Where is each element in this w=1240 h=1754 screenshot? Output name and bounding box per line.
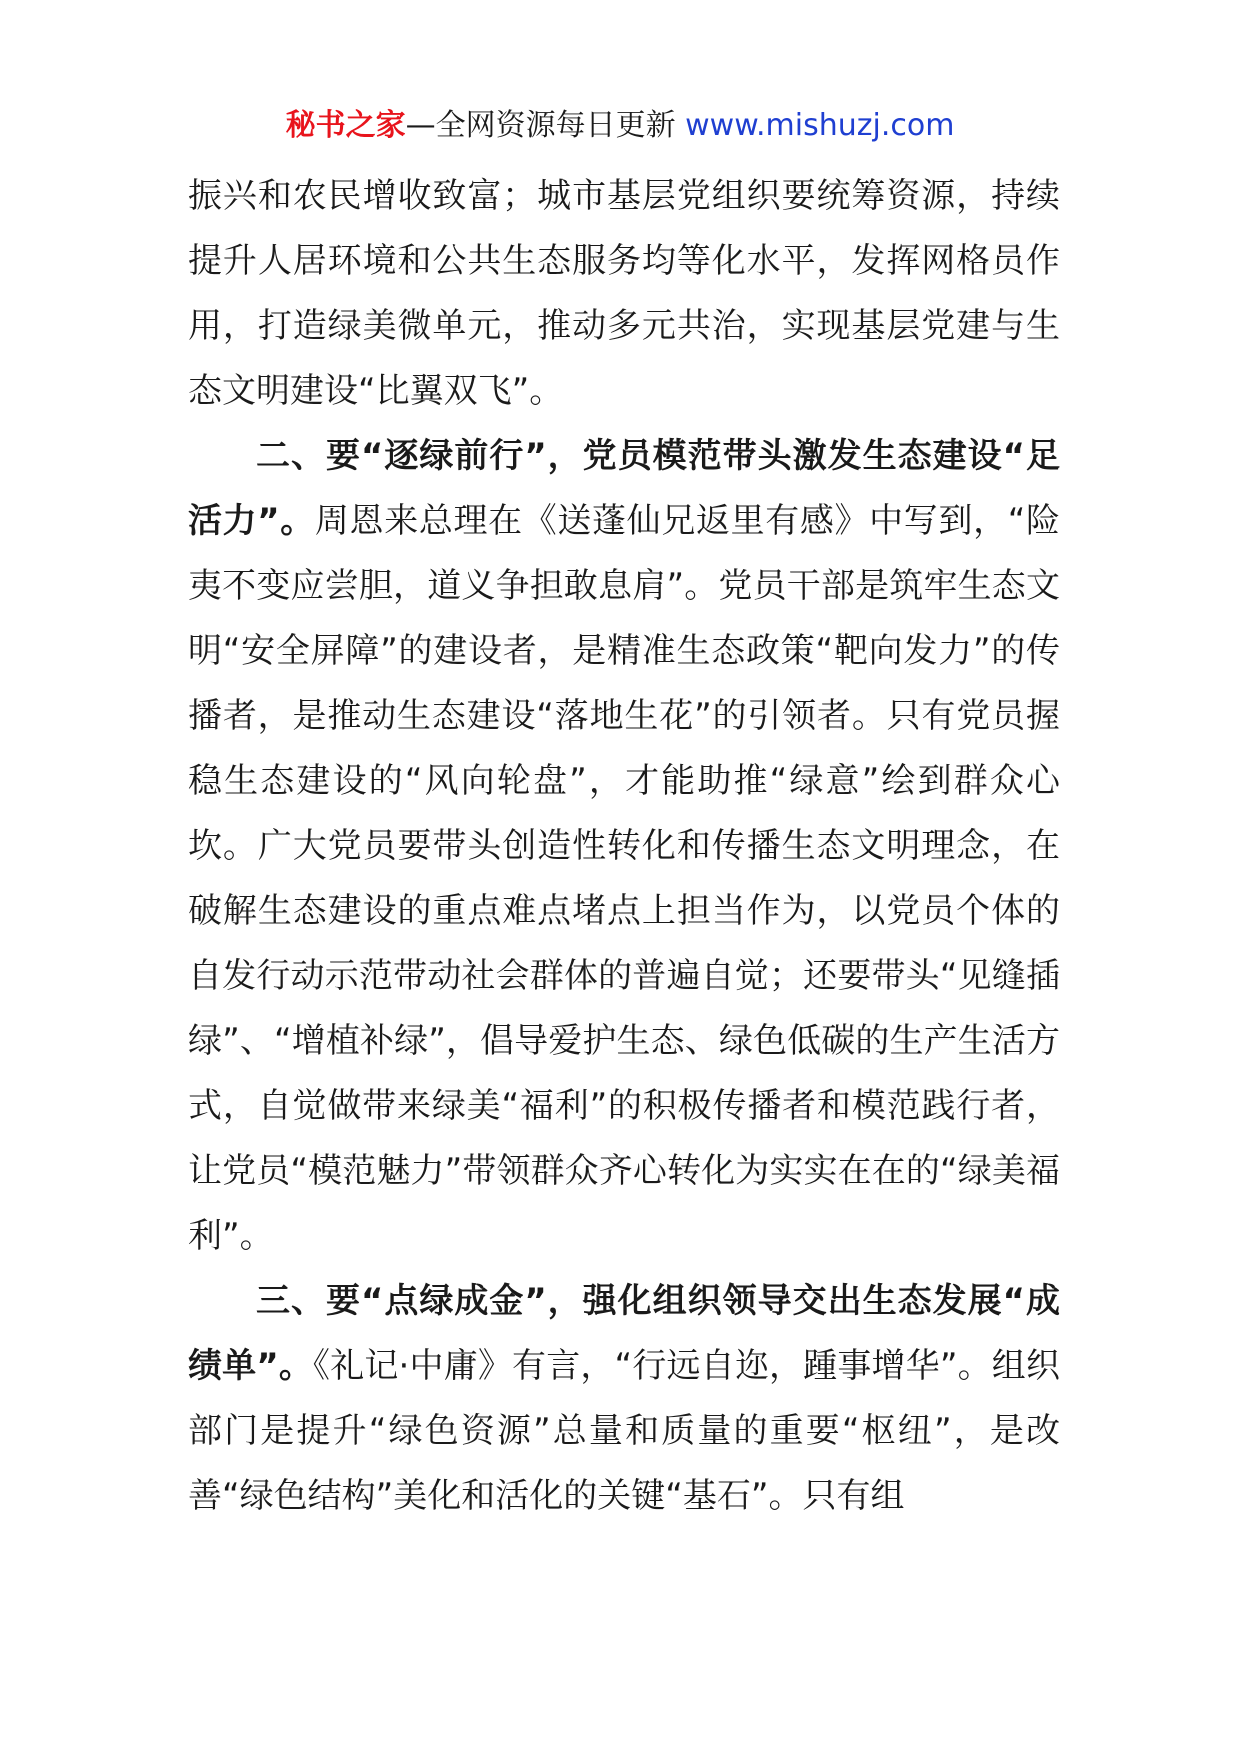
section-three-paragraph <box>188 1269 1060 1529</box>
site-brand: 秘书之家 <box>285 108 406 143</box>
paragraph-text: 振兴和农民增收致富；城市基层党组织要统筹资源，持续提升人居环境和公共生态服务均等化水平，发挥网格员作用，打造绿美微单元，推动多元共治，实现基层党建与生态文明建设“比翼双飞”。 <box>188 176 1060 411</box>
paragraph-continuation <box>188 164 1060 424</box>
section-two-heading: 二、要“逐绿前行”，党员模范带头激发生态建设“足活力”。 <box>188 436 1060 541</box>
site-header <box>0 98 1240 154</box>
section-two-text: 周恩来总理在《送蓬仙兄返里有感》中写到，“险夷不变应尝胆，道义争担敢息肩”。党员干部是筑牢生态文明“安全屏障”的建设者，是精准生态政策“靶向发力”的传播者，是推动生态建设“落地生花”的引领者。只有党员握稳生态建设的“风向轮盘”，才能助推“绿意”绘到群众心坎。广大党员要带头创造性转化和传播生态文明理念，在破解生态建设的重点难点堵点上担当作为，以党员个体的自发行动示范带动社会群体的普遍自觉；还要带头“见缝插绿”、“增植补绿”，倡导爱护生态、绿色低碳的生产生活方式，自觉做带来绿美“福利”的积极传播者和模范践行者，让党员“模范魅力”带领群众齐心转化为实实在在的“绿美福利”。 <box>188 501 1060 1256</box>
section-three-heading: 三、要“点绿成金”，强化组织领导交出生态发展“成绩单”。 <box>188 1281 1060 1386</box>
section-two-paragraph <box>188 424 1060 1269</box>
site-tagline: —全网资源每日更新 <box>405 108 686 143</box>
site-url-link[interactable]: www.mishuzj.com <box>685 108 955 143</box>
section-three-text: 《礼记·中庸》有言，“行远自迩，踵事增华”。组织部门是提升“绿色资源”总量和质量的重要“枢纽”，是改善“绿色结构”美化和活化的关键“基石”。只有组 <box>188 1346 1060 1516</box>
document-body <box>188 164 1060 1529</box>
